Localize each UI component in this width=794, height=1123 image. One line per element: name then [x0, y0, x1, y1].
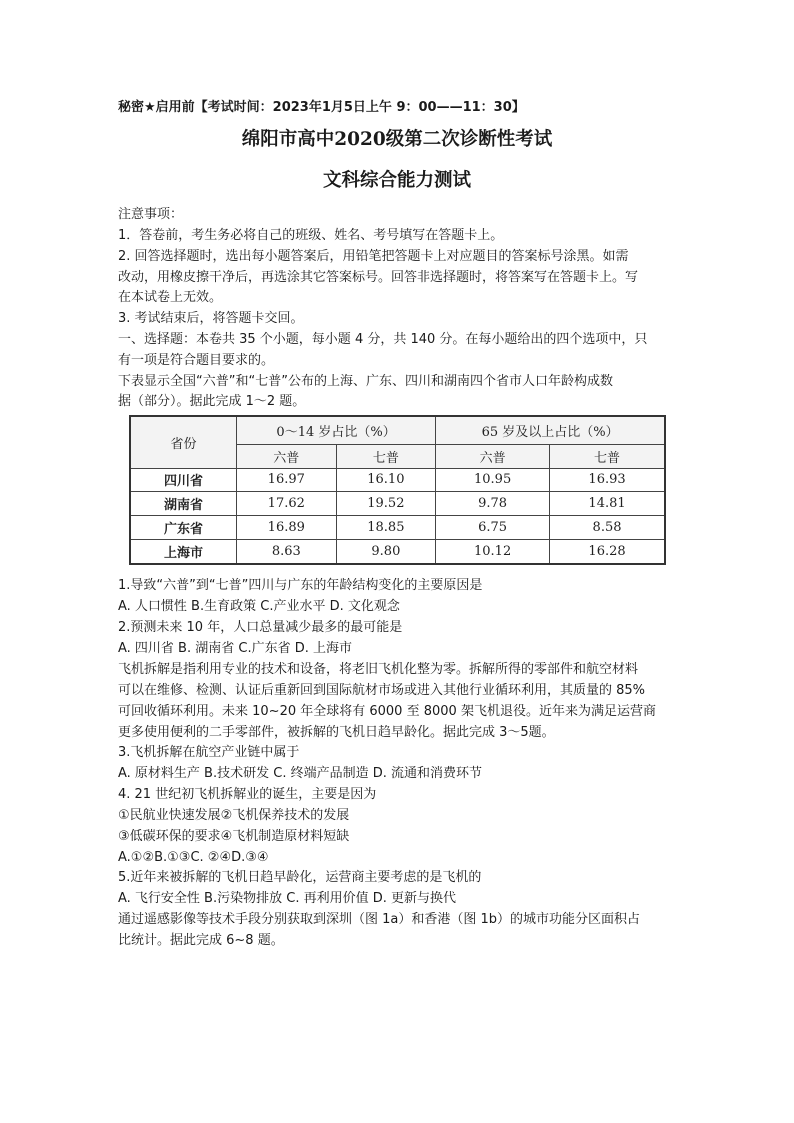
- table-cell: 16.93: [550, 468, 665, 492]
- notes-heading: 注意事项：: [118, 207, 184, 222]
- header-age-65-plus: 65 岁及以上占比（%）: [436, 416, 665, 444]
- note-1: 1．答卷前，考生务必将自己的班级、姓名、考号填写在答题卡上。: [118, 228, 504, 243]
- context-line-1: 下表显示全国“六普”和“七普”公布的上海、广东、四川和湖南四个省市人口年龄构成数: [118, 374, 613, 389]
- passage-3-line-2: 比统计。据此完成 6~8 题。: [118, 933, 284, 948]
- table-cell: 18.85: [336, 516, 436, 540]
- passage-2-line-4: 更多使用便利的二手零部件，被拆解的飞机日趋早龄化。据此完成 3～5题。: [118, 725, 555, 740]
- subheader-census-7: 七普: [550, 444, 665, 468]
- question-4-statements-2: ③低碳环保的要求④飞机制造原材料短缺: [118, 829, 350, 844]
- row-province: 广东省: [130, 516, 237, 540]
- table-row: [130, 516, 665, 540]
- question-1: 1.导致“六普”到“七普”四川与广东的年龄结构变化的主要原因是: [118, 578, 483, 593]
- table-row: [130, 540, 665, 564]
- note-2-line-3: 在本试卷上无效。: [118, 290, 223, 305]
- population-age-table: [129, 415, 666, 565]
- question-4-options: A.①②B.①③C. ②④D.③④: [118, 850, 269, 865]
- table-cell: 17.62: [237, 492, 337, 516]
- note-2-line-1: 2. 回答选择题时，选出每小题答案后，用铅笔把答题卡上对应题目的答案标号涂黑。如需: [118, 249, 629, 264]
- table-cell: 10.12: [436, 540, 550, 564]
- passage-2-line-2: 可以在维修、检测、认证后重新回到国际航材市场或进入其他行业循环利用，其质量的 85%: [118, 683, 646, 698]
- row-province: 上海市: [130, 540, 237, 564]
- subheader-census-6: 六普: [237, 444, 337, 468]
- section-intro-1: 一、选择题：本卷共 35 个小题，每小题 4 分，共 140 分。在每小题给出的四个选项中，只: [118, 332, 648, 347]
- header-province: 省份: [130, 416, 237, 468]
- table-cell: 16.89: [237, 516, 337, 540]
- table-cell: 8.58: [550, 516, 665, 540]
- question-4: 4. 21 世纪初飞机拆解业的诞生，主要是因为: [118, 787, 377, 802]
- note-3: 3. 考试结束后，将答题卡交回。: [118, 311, 304, 326]
- table-cell: 8.63: [237, 540, 337, 564]
- table-row: [130, 492, 665, 516]
- passage-3-line-1: 通过遥感影像等技术手段分别获取到深圳（图 1a）和香港（图 1b）的城市功能分区面积占: [118, 912, 641, 927]
- exam-title: 绵阳市高中2020级第二次诊断性考试: [241, 129, 553, 150]
- table-cell: 9.80: [336, 540, 436, 564]
- question-4-statements-1: ①民航业快速发展②飞机保养技术的发展: [118, 808, 350, 823]
- table-row: [130, 468, 665, 492]
- section-intro-2: 有一项是符合题目要求的。: [118, 353, 275, 368]
- table-cell: 9.78: [436, 492, 550, 516]
- question-2-options: A. 四川省 B. 湖南省 C.广东省 D. 上海市: [118, 641, 352, 656]
- passage-2-line-3: 可回收循环利用。未来 10~20 年全球将有 6000 至 8000 架飞机退役。近年来为满足运营商: [118, 704, 656, 719]
- question-3: 3.飞机拆解在航空产业链中属于: [118, 745, 300, 760]
- table-cell: 16.28: [550, 540, 665, 564]
- subheader-census-6: 六普: [436, 444, 550, 468]
- subheader-census-7: 七普: [336, 444, 436, 468]
- header-age-0-14: 0～14 岁占比（%）: [237, 416, 436, 444]
- confidential-notice: 秘密★启用前【考试时间：2023年1月5日上午 9：00——11：30】: [118, 100, 525, 115]
- table-cell: 6.75: [436, 516, 550, 540]
- table-cell: 16.97: [237, 468, 337, 492]
- table-cell: 10.95: [436, 468, 550, 492]
- question-5: 5.近年来被拆解的飞机日趋早龄化，运营商主要考虑的是飞机的: [118, 870, 482, 885]
- question-2: 2.预测未来 10 年，人口总量减少最多的最可能是: [118, 620, 403, 635]
- table-cell: 14.81: [550, 492, 665, 516]
- question-3-options: A. 原材料生产 B.技术研发 C. 终端产品制造 D. 流通和消费环节: [118, 766, 482, 781]
- context-line-2: 据（部分）。据此完成 1～2 题。: [118, 394, 306, 409]
- table-cell: 19.52: [336, 492, 436, 516]
- question-5-options: A. 飞行安全性 B.污染物排放 C. 再利用价值 D. 更新与换代: [118, 891, 456, 906]
- table-cell: 16.10: [336, 468, 436, 492]
- exam-subtitle: 文科综合能力测试: [322, 170, 471, 191]
- row-province: 湖南省: [130, 492, 237, 516]
- note-2-line-2: 改动，用橡皮擦干净后，再选涂其它答案标号。回答非选择题时，将答案写在答题卡上。写: [118, 270, 639, 285]
- question-1-options: A. 人口惯性 B.生育政策 C.产业水平 D. 文化观念: [118, 599, 400, 614]
- row-province: 四川省: [130, 468, 237, 492]
- passage-2-line-1: 飞机拆解是指利用专业的技术和设备，将老旧飞机化整为零。拆解所得的零部件和航空材料: [118, 662, 639, 677]
